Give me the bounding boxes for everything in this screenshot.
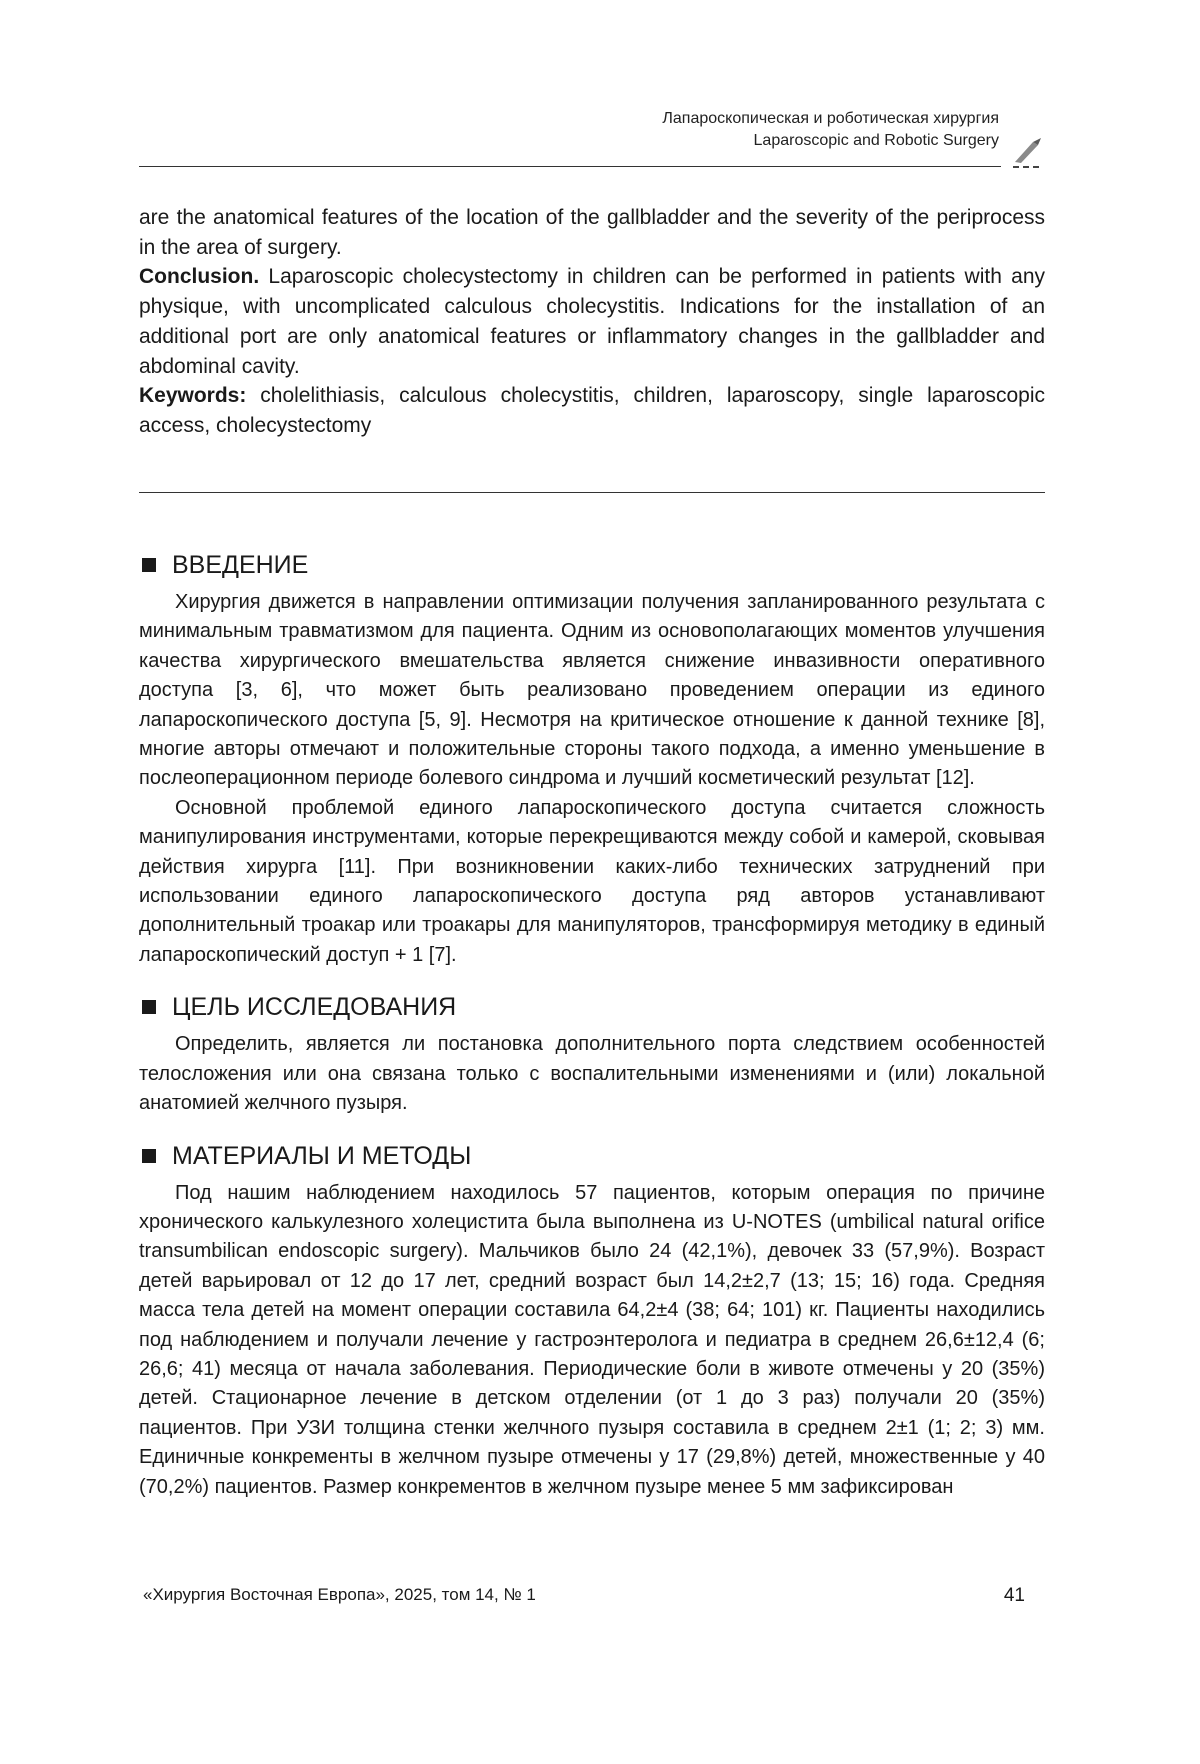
abstract-keywords — [139, 381, 1045, 440]
conclusion-label: Conclusion. — [139, 265, 260, 289]
header-titles — [662, 108, 999, 152]
abstract-conclusion — [139, 262, 1045, 381]
abstract-block — [139, 203, 1045, 441]
square-bullet-icon — [142, 1000, 156, 1014]
section-heading — [139, 1139, 1045, 1173]
keywords-text: cholelithiasis, calculous cholecystitis, children, laparoscopy, single laparoscopic access, cholecystectomy — [139, 384, 1045, 437]
square-bullet-icon — [142, 1149, 156, 1163]
section-methods — [139, 1139, 1045, 1502]
section-heading — [139, 548, 1045, 582]
scalpel-icon — [1011, 136, 1045, 170]
article-body — [139, 548, 1045, 1522]
paragraph: Основной проблемой единого лапароскопического доступа считается сложность манипулирования инструментами, которые перекрещиваются между собой и камерой, сковывая действия хирурга [11]. При возникновении каких-либо технических затруднений при использовании единого лапароскопического доступа ряд авторов устанавливают дополнительный троакар или троакары для манипуляторов, трансформируя методику в единый лапароскопический доступ + 1 [7]. — [139, 796, 1045, 966]
section-introduction — [139, 548, 1045, 970]
section-heading — [139, 990, 1045, 1024]
keywords-label: Keywords: — [139, 384, 247, 408]
abstract-results-tail: are the anatomical features of the location of the gallbladder and the severity of the periprocess in the area of surgery. — [139, 206, 1045, 259]
page-number: 41 — [1003, 1585, 1025, 1606]
header-divider — [139, 166, 1001, 167]
abstract-divider — [139, 492, 1045, 493]
heading-text: МАТЕРИАЛЫ И МЕТОДЫ — [172, 1141, 472, 1170]
section-aim — [139, 990, 1045, 1118]
journal-citation: «Хирургия Восточная Европа», 2025, том 14, № 1 — [143, 1585, 536, 1604]
running-header — [139, 108, 1045, 168]
paragraph: Под нашим наблюдением находилось 57 пациентов, которым операция по причине хронического калькулезного холецистита была выполнена из U-NOTES (umbilical natural orifice transumbilican endoscopic surgery). Мальчиков было 24 (42,1%), девочек 33 (57,9%). Возраст детей варьировал от 12 до 17 лет, средний возраст был 14,2±2,7 (13; 15; 16) года. Средняя масса тела детей на момент операции составила 64,2±4 (38; 64; 101) кг. Пациенты находились под наблюдением и получали лечение у гастроэнтеролога и педиатра в среднем 26,6±12,4 (6; 26,6; 41) месяца от начала заболевания. Периодические боли в животе отмечены у 20 (35%) детей. Стационарное лечение в детском отделении (от 1 до 3 раз) получали 20 (35%) пациентов. При УЗИ толщина стенки желчного пузыря составила в среднем 2±1 (1; 2; 3) мм. Единичные конкременты в желчном пузыре отмечены у 17 (29,8%) детей, множественные у 40 (70,2%) пациентов. Размер конкрементов в желчном пузыре менее 5 мм зафиксирован — [139, 1181, 1045, 1498]
paragraph: Определить, является ли постановка дополнительного порта следствием особенностей телосложения или она связана только с воспалительными изменениями и (или) локальной анатомией желчного пузыря. — [139, 1033, 1045, 1115]
header-title-ru: Лапароскопическая и роботическая хирургия — [662, 110, 999, 127]
paragraph: Хирургия движется в направлении оптимизации получения запланированного результата с минимальным травматизмом для пациента. Одним из основополагающих моментов улучшения качества хирургического вмешательства является снижение инвазивности оперативного доступа [3, 6], что может быть реализовано проведением операции из единого лапароскопического доступа [5, 9]. Несмотря на критическое отношение к данной технике [8], многие авторы отмечают и положительные стороны такого подхода, а именно уменьшение в послеоперационном периоде болевого синдрома и лучший косметический результат [12]. — [139, 591, 1045, 790]
heading-text: ВВЕДЕНИЕ — [172, 551, 309, 579]
page-footer — [139, 1585, 1045, 1615]
header-title-en: Laparoscopic and Robotic Surgery — [753, 132, 999, 149]
conclusion-text: Laparoscopic cholecystectomy in children can be performed in patients with any physique, with uncomplicated calculous cholecystitis. Indications for the installation of an additional port are only anatomical features or inflammatory changes in the gallbladder and abdominal cavity. — [139, 265, 1045, 378]
heading-text: ЦЕЛЬ ИССЛЕДОВАНИЯ — [172, 993, 457, 1022]
square-bullet-icon — [142, 558, 156, 572]
